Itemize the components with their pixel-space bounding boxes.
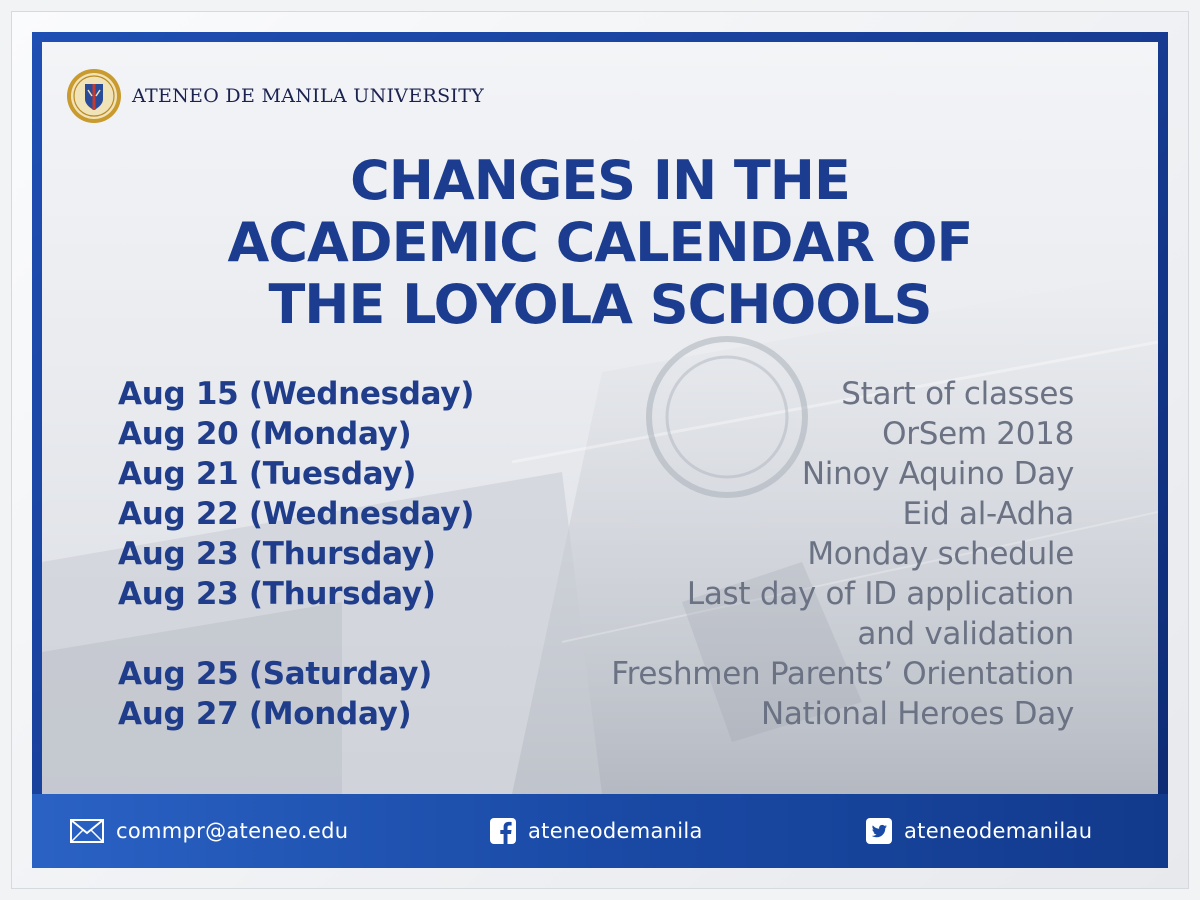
event-line: Last day of ID application — [686, 576, 1074, 612]
event-line: Start of classes — [841, 376, 1074, 412]
schedule-event — [841, 374, 1074, 414]
schedule-date: Aug 25 (Saturday) — [118, 656, 432, 692]
event-line: and validation — [857, 616, 1074, 652]
event-line: Eid al-Adha — [902, 496, 1074, 532]
schedule-row — [118, 534, 1074, 574]
schedule-row — [118, 574, 1074, 654]
event-line: Freshmen Parents’ Orientation — [611, 656, 1074, 692]
schedule-row — [118, 454, 1074, 494]
schedule-list — [118, 374, 1074, 734]
facebook-text[interactable]: ateneodemanila — [528, 819, 703, 843]
schedule-date: Aug 27 (Monday) — [118, 696, 412, 732]
twitter-icon — [866, 818, 892, 844]
title-line: ACADEMIC CALENDAR OF — [227, 211, 973, 274]
schedule-event — [611, 654, 1074, 694]
event-line: National Heroes Day — [760, 696, 1074, 732]
event-line: Monday schedule — [807, 536, 1074, 572]
email-text[interactable]: commpr@ateneo.edu — [116, 819, 349, 843]
footer-bar — [32, 794, 1168, 868]
schedule-row — [118, 654, 1074, 694]
page-title — [60, 150, 1140, 336]
schedule-date: Aug 22 (Wednesday) — [118, 496, 475, 532]
twitter-contact[interactable] — [866, 794, 1092, 868]
schedule-date: Aug 15 (Wednesday) — [118, 376, 475, 412]
event-line: OrSem 2018 — [882, 416, 1074, 452]
schedule-event — [882, 414, 1074, 454]
envelope-icon — [70, 819, 104, 843]
schedule-event — [807, 534, 1074, 574]
header — [66, 66, 484, 126]
schedule-date: Aug 21 (Tuesday) — [118, 456, 417, 492]
schedule-date: Aug 20 (Monday) — [118, 416, 412, 452]
event-line: Ninoy Aquino Day — [801, 456, 1074, 492]
schedule-row — [118, 694, 1074, 734]
schedule-event — [902, 494, 1074, 534]
title-line: CHANGES IN THE — [350, 149, 850, 212]
title-line: THE LOYOLA SCHOOLS — [268, 273, 932, 336]
facebook-contact[interactable] — [490, 794, 703, 868]
schedule-date: Aug 23 (Thursday) — [118, 536, 436, 572]
schedule-event — [802, 454, 1074, 494]
twitter-text[interactable]: ateneodemanilau — [904, 819, 1093, 843]
schedule-row — [118, 374, 1074, 414]
email-contact[interactable] — [70, 794, 348, 868]
schedule-row — [118, 414, 1074, 454]
university-name: ATENEO DE MANILA UNIVERSITY — [132, 85, 485, 107]
ateneo-seal-icon — [66, 68, 122, 124]
schedule-event — [687, 574, 1074, 654]
facebook-icon — [490, 818, 516, 844]
schedule-event — [761, 694, 1074, 734]
schedule-date: Aug 23 (Thursday) — [118, 576, 436, 612]
schedule-row — [118, 494, 1074, 534]
